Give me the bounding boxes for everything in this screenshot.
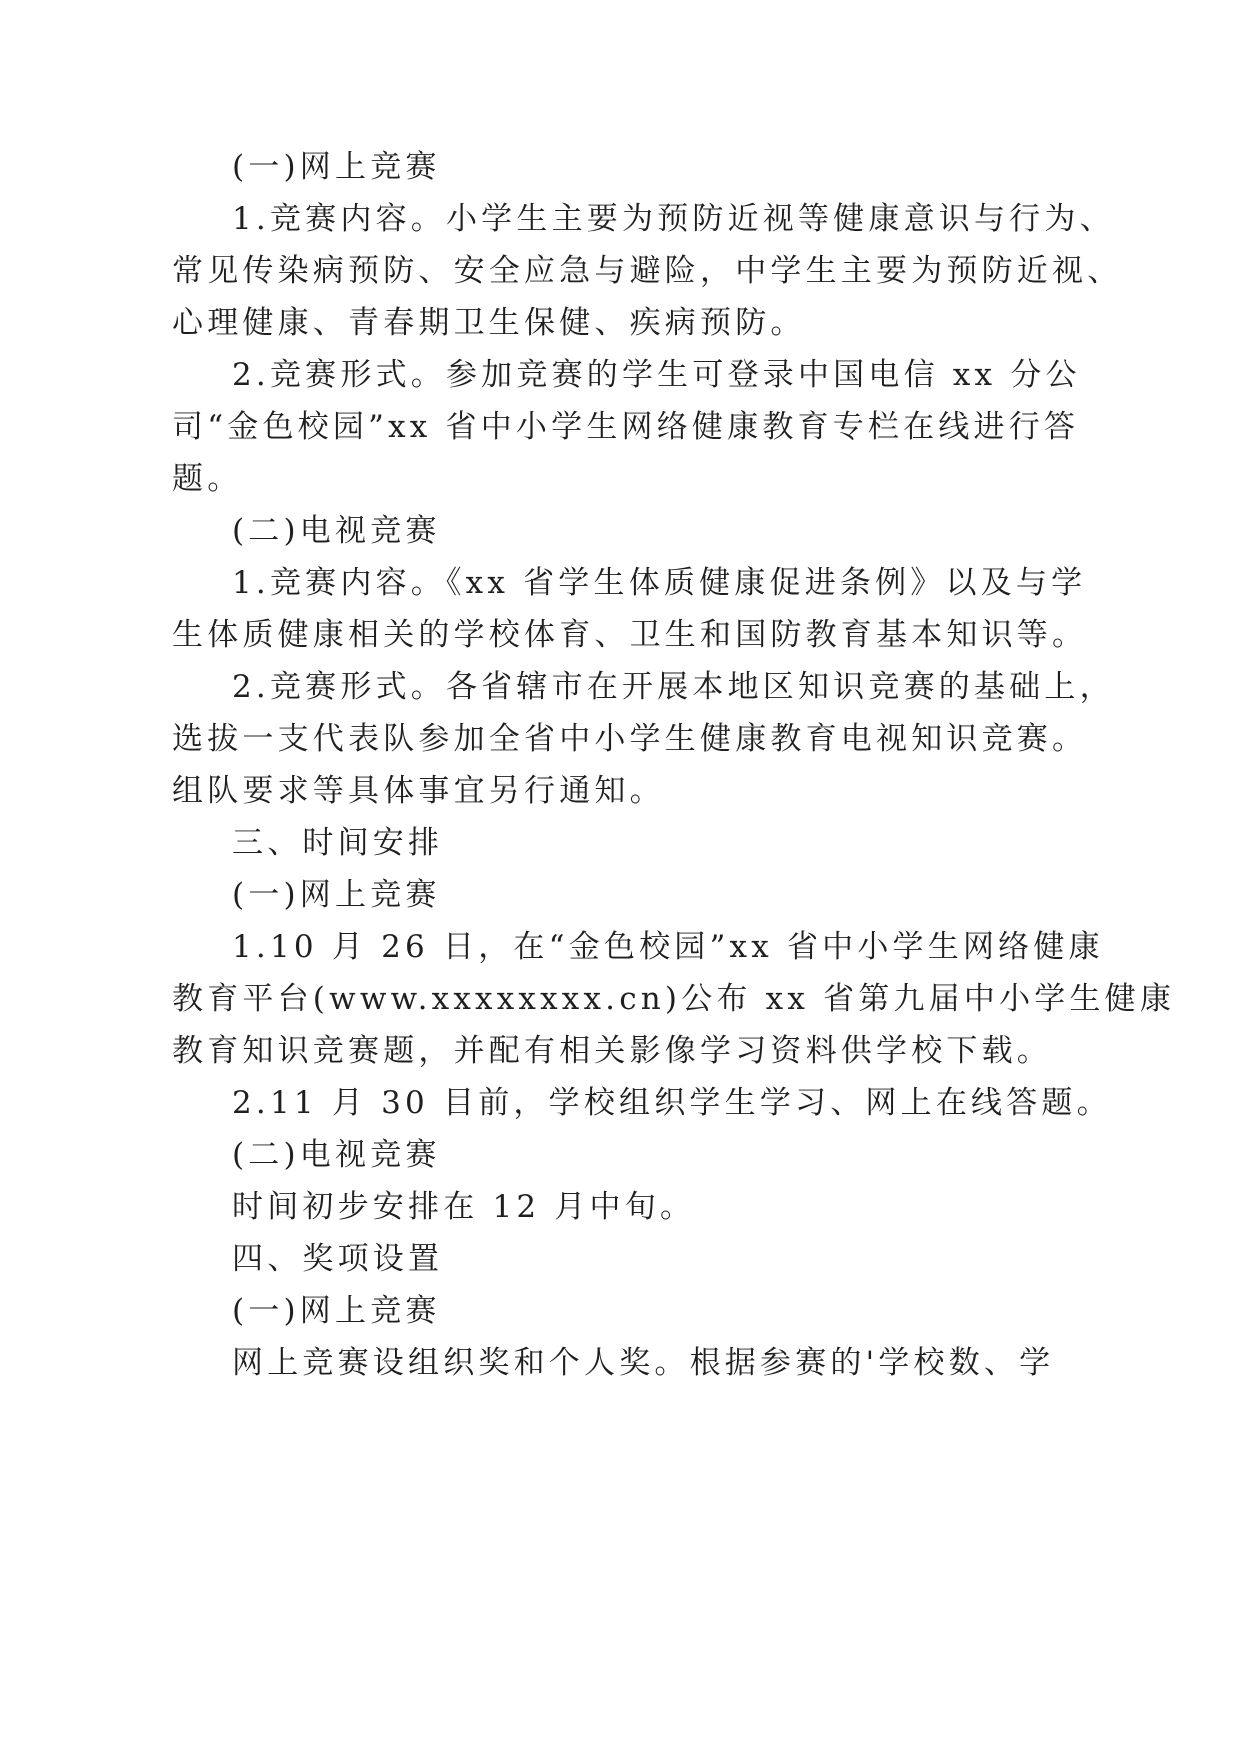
paragraph-line: 司“金色校园”xx 省中小学生网络健康教育专栏在线进行答 [172, 409, 1080, 445]
heading-online-contest: (一)网上竞赛 [232, 149, 441, 185]
paragraph-line: 生体质健康相关的学校体育、卫生和国防教育基本知识等。 [172, 617, 1088, 653]
paragraph-line: 1.竞赛内容。《xx 省学生体质健康促进条例》以及与学 [232, 565, 1087, 601]
paragraph-line: 2.11 月 30 目前，学校组织学生学习、网上在线答题。 [232, 1085, 1112, 1121]
paragraph-line: 教育平台(www.xxxxxxxx.cn)公布 xx 省第九届中小学生健康 [172, 981, 1176, 1017]
section-heading-awards: 四、奖项设置 [232, 1241, 444, 1277]
paragraph-line: 组队要求等具体事宜另行通知。 [172, 773, 665, 809]
heading-online-contest: (一)网上竞赛 [232, 877, 441, 913]
paragraph-line: 网上竞赛设组织奖和个人奖。根据参赛的'学校数、学 [232, 1345, 1055, 1381]
paragraph-line: 2.竞赛形式。参加竞赛的学生可登录中国电信 xx 分公 [232, 357, 1081, 393]
paragraph-line: 选拔一支代表队参加全省中小学生健康教育电视知识竞赛。 [172, 721, 1088, 757]
paragraph-line: 常见传染病预防、安全应急与避险，中学生主要为预防近视、 [172, 253, 1123, 289]
heading-online-contest: (一)网上竞赛 [232, 1293, 441, 1329]
paragraph-line: 题。 [172, 461, 243, 497]
heading-tv-contest: (二)电视竞赛 [232, 1137, 441, 1173]
heading-tv-contest: (二)电视竞赛 [232, 513, 441, 549]
paragraph-line: 教育知识竞赛题，并配有相关影像学习资料供学校下载。 [172, 1033, 1052, 1069]
paragraph-line: 时间初步安排在 12 月中旬。 [232, 1189, 696, 1225]
paragraph-line: 心理健康、青春期卫生保健、疾病预防。 [172, 305, 806, 341]
section-heading-schedule: 三、时间安排 [232, 825, 444, 861]
paragraph-line: 1.竞赛内容。小学生主要为预防近视等健康意识与行为、 [232, 201, 1115, 237]
paragraph-line: 1.10 月 26 日，在“金色校园”xx 省中小学生网络健康 [232, 929, 1104, 965]
paragraph-line: 2.竞赛形式。各省辖市在开展本地区知识竞赛的基础上， [232, 669, 1115, 705]
